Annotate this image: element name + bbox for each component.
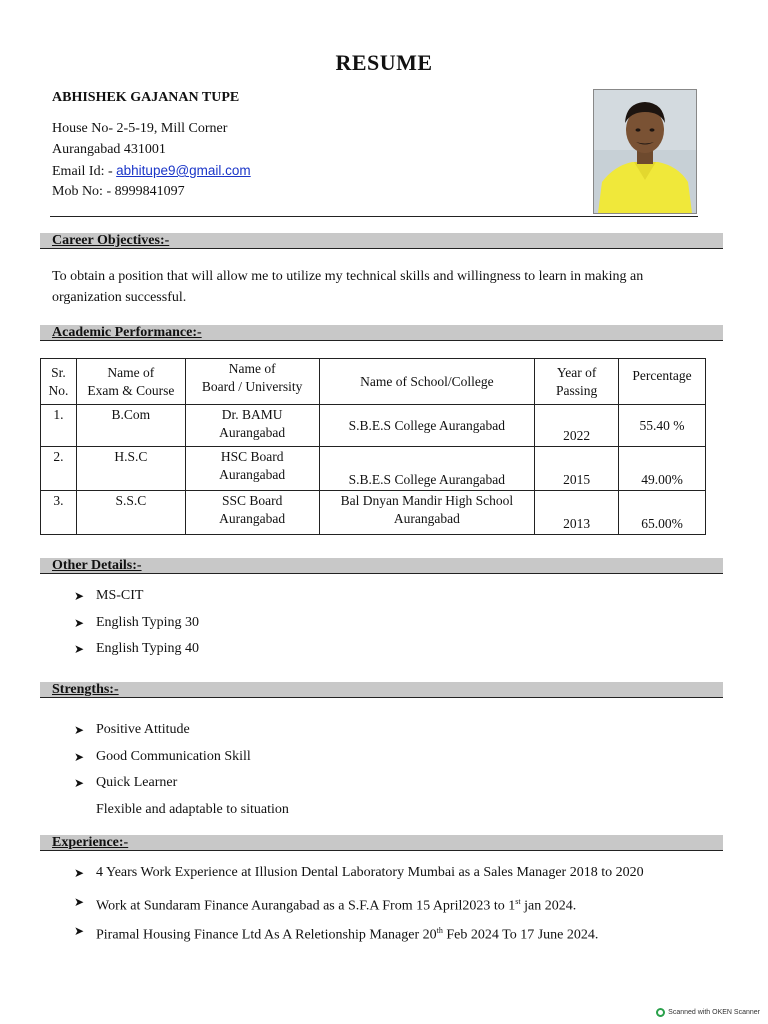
list-item: ➤ Work at Sundaram Finance Aurangabad as a S.F.A From 15 April2023 to 1st jan 2024.: [74, 892, 724, 921]
row2-percentage: 49.00%: [619, 447, 706, 491]
experience-list: [74, 863, 724, 950]
list-item-no-bullet: Flexible and adaptable to situation: [96, 801, 289, 817]
table-header-row: [41, 359, 706, 405]
strengths-heading-label: Strengths:-: [52, 682, 119, 697]
strengths-list: [74, 720, 289, 826]
address-line-2: Aurangabad 431001: [52, 142, 166, 157]
other-heading-label: Other Details:-: [52, 558, 142, 573]
list-item: ➤ English Typing 30: [74, 613, 199, 640]
experience-heading-label: Experience:-: [52, 835, 129, 850]
row3-year: 2013: [535, 491, 619, 535]
career-objectives-heading: [40, 233, 723, 249]
list-item: ➤ English Typing 40: [74, 639, 199, 666]
row2-school: S.B.E.S College Aurangabad: [319, 447, 535, 491]
strengths-heading: [40, 682, 723, 698]
row1-school: S.B.E.S College Aurangabad: [319, 405, 535, 447]
arrow-bullet-icon: ➤: [74, 776, 85, 790]
academic-heading-label: Academic Performance:-: [52, 325, 202, 340]
list-item: ➤ 4 Years Work Experience at Illusion Dental Laboratory Mumbai as a Sales Manager 2018 to 2020: [74, 863, 724, 892]
arrow-bullet-icon: ➤: [74, 589, 85, 603]
row3-board: SSC Board Aurangabad: [185, 491, 319, 535]
arrow-bullet-icon: ➤: [74, 723, 85, 737]
scanner-text: Scanned with OKEN Scanner: [668, 1009, 760, 1016]
academic-table: [40, 358, 706, 535]
header-board: Name of Board / University: [185, 359, 319, 405]
person-photo-illustration: [594, 90, 696, 213]
arrow-bullet-icon: ➤: [74, 866, 85, 880]
row3-percentage: 65.00%: [619, 491, 706, 535]
header-sr: Sr. No.: [41, 359, 77, 405]
arrow-bullet-icon: ➤: [74, 615, 85, 630]
email-label: Email Id: -: [52, 164, 117, 179]
list-item: ➤ Piramal Housing Finance Ltd As A Reletionship Manager 20th Feb 2024 To 17 June 2024.: [74, 921, 724, 950]
header-exam: Name of Exam & Course: [76, 359, 185, 405]
header-percentage: Percentage: [619, 359, 706, 405]
academic-performance-heading: [40, 325, 723, 341]
address-line-1: House No- 2-5-19, Mill Corner: [52, 121, 228, 136]
other-details-list: [74, 586, 199, 666]
arrow-bullet-icon: ➤: [74, 749, 85, 764]
table-row: [41, 491, 706, 535]
career-objective-text: To obtain a position that will allow me to utilize my technical skills and willingness to learn in making an organization successful.: [52, 269, 644, 305]
list-item: ➤ Good Communication Skill: [74, 747, 289, 774]
arrow-bullet-icon: ➤: [74, 642, 85, 656]
list-item: ➤ MS-CIT: [74, 586, 199, 613]
row2-board: HSC Board Aurangabad: [185, 447, 319, 491]
arrow-bullet-icon: ➤: [74, 895, 85, 909]
header-year: Year of Passing: [535, 359, 619, 405]
profile-photo: [593, 89, 697, 214]
table-row: [41, 405, 706, 447]
row2-exam: H.S.C: [76, 447, 185, 491]
row3-exam: S.S.C: [76, 491, 185, 535]
scanner-watermark: [656, 1008, 760, 1017]
row1-sr: 1.: [41, 405, 77, 447]
list-item: ➤ Quick Learner: [74, 773, 289, 800]
resume-title: RESUME: [335, 50, 433, 75]
header-divider: [50, 216, 698, 217]
email-link[interactable]: abhitupe9@gmail.com: [116, 163, 251, 178]
email-row: [52, 163, 251, 180]
candidate-name: ABHISHEK GAJANAN TUPE: [52, 90, 240, 105]
row3-sr: 3.: [41, 491, 77, 535]
row2-sr: 2.: [41, 447, 77, 491]
row3-school: Bal Dnyan Mandir High School Aurangabad: [319, 491, 535, 535]
row2-year: 2015: [535, 447, 619, 491]
arrow-bullet-icon: ➤: [74, 924, 85, 938]
row1-year: 2022: [535, 405, 619, 447]
other-details-heading: [40, 558, 723, 574]
scanner-logo-icon: [656, 1008, 665, 1017]
experience-heading: [40, 835, 723, 851]
row1-exam: B.Com: [76, 405, 185, 447]
row1-board: Dr. BAMU Aurangabad: [185, 405, 319, 447]
career-heading-label: Career Objectives:-: [52, 233, 170, 248]
table-row: [41, 447, 706, 491]
list-item: ➤ Positive Attitude: [74, 720, 289, 747]
row1-percentage: 55.40 %: [619, 405, 706, 447]
header-school: Name of School/College: [319, 359, 535, 405]
mobile-number: Mob No: - 8999841097: [52, 184, 185, 199]
